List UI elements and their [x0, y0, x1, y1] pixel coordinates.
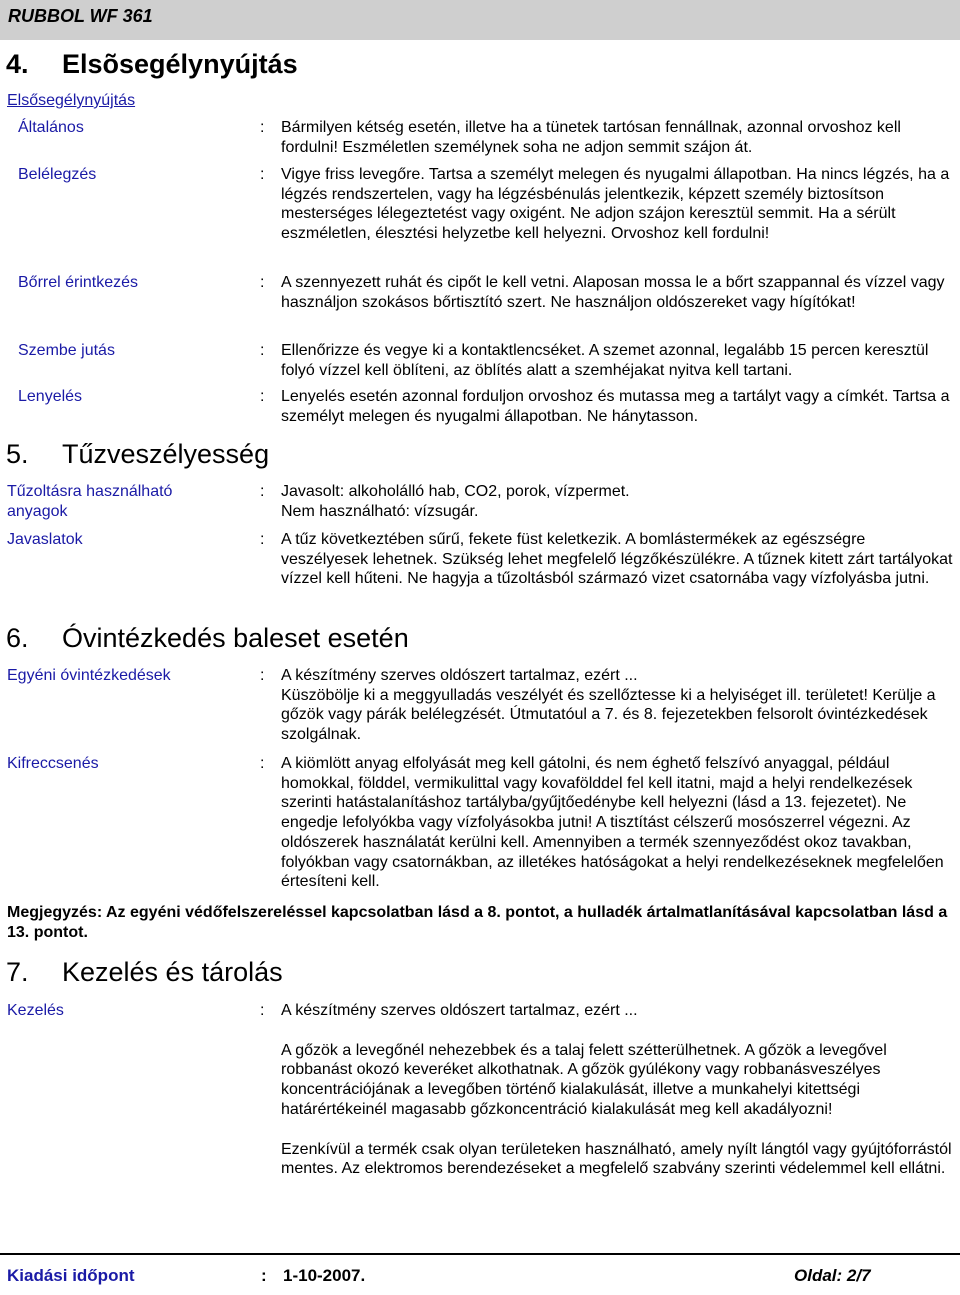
field-value [281, 1001, 953, 1179]
field-value [281, 482, 953, 521]
issue-date-value: 1-10-2007. [283, 1266, 366, 1285]
field-label: Kezelés [7, 1002, 64, 1019]
colon: : [260, 755, 265, 772]
footer-divider [0, 1253, 960, 1255]
value-paragraph: A készítmény szerves oldószert tartalmaz, ezért ... [281, 1002, 638, 1019]
colon: : [260, 531, 265, 548]
section-title: Elsõsegélynyújtás [62, 49, 298, 79]
first-aid-subheading[interactable]: Elsősegélynyújtás [7, 92, 136, 109]
field-value: Ellenőrizze és vegye ki a kontaktlencséket. A szemet azonnal, legalább 15 percen keresztül folyó vízzel kell öblíteni, az öblítés alatt a szemhéjakat nyitva kell tartani. [281, 342, 929, 379]
field-label: Egyéni óvintézkedések [7, 667, 171, 684]
colon: : [260, 667, 265, 684]
colon: : [260, 119, 265, 136]
field-value: Vigye friss levegőre. Tartsa a személyt melegen és nyugalmi állapotban. Ha nincs légzés, ha a légzés rendszertelen, vagy ha légzésbénulás jelentkezik, képzett személy biztosítson mesterséges lélegeztetést vagy oxigént. Ne adjon szájon keresztül semmit. Ha a sérült eszméletlen, élesztési helyzetbe kell helyezni. Orvoshoz kell fordulni! [281, 166, 950, 243]
field-label: Javaslatok [7, 531, 83, 548]
colon: : [260, 274, 265, 291]
colon: : [261, 1266, 267, 1285]
colon: : [260, 1002, 265, 1019]
section-6-note: Megjegyzés: Az egyéni védőfelszereléssel kapcsolatban lásd a 8. pontot, a hulladék ártalmatlanításával kapcsolatban lásd a 13. pontot. [7, 904, 948, 941]
colon: : [260, 388, 265, 405]
field-value: A kiömlött anyag elfolyását meg kell gátolni, és nem éghető felszívó anyaggal, például homokkal, földdel, vermikulittal vagy kovafölddel fel kell itatni, majd a helyi rendelkezések szerinti hatástalanításhoz tartályba/gyűjtőedénybe kell helyezni (lásd a 13. fejezetet). Ne engedje lefolyókba vagy vízfolyásokba jutni! A tisztítást célszerű mosószerrel végezni. Az oldószerek használatát kerülni kell. Amennyiben a termék szennyeződést okoz tavakban, folyókban vagy csatornákban, az illetékes hatóságokat a helyi rendelkezéseknek megfelelően értesíteni kell. [281, 755, 944, 891]
section-4-heading [6, 44, 298, 84]
field-label: Belélegzés [18, 166, 97, 183]
section-title: Tűzveszélyesség [62, 439, 270, 469]
section-7-heading [6, 952, 283, 992]
value-paragraph: Ezenkívül a termék csak olyan területeken használható, amely nyílt lángtól vagy gyújtóforrástól mentes. Az elektromos berendezéseket a megfelelő szabvány szerinti védelemmel kell ellátni. [281, 1140, 952, 1178]
field-value: Lenyelés esetén azonnal forduljon orvoshoz és mutassa meg a tartályt vagy a címkét. Tartsa a személyt melegen és nyugalmi állapotban. Ne hánytasson. [281, 388, 950, 425]
issue-date-label: Kiadási időpont [7, 1266, 135, 1285]
field-value [281, 666, 953, 745]
field-label: Lenyelés [18, 388, 83, 405]
section-5-heading [6, 434, 269, 474]
colon: : [260, 483, 265, 500]
field-label: Tűzoltásra használható anyagok [7, 483, 173, 520]
field-label: Általános [18, 119, 84, 136]
field-label: Bőrrel érintkezés [18, 274, 139, 291]
section-number: 7. [6, 957, 29, 987]
field-value: A tűz következtében sűrű, fekete füst keletkezik. A bomlástermékek az egészségre veszélyesek lehetnek. Szükség lehet megfelelő légzőkészülékre. A tűznek kitett zárt tartályokat vízzel kell hűteni. Ne hagyja a tűzoltásból származó vizet csatornába vagy vízfolyásba jutni. [281, 531, 953, 588]
section-6-heading [6, 618, 409, 658]
section-title: Óvintézkedés baleset esetén [62, 623, 409, 653]
page-number: Oldal: 2/7 [794, 1266, 871, 1285]
field-value: A szennyezett ruhát és cipőt le kell vetni. Alaposan mossa le a bőrt szappannal és vízzel vagy használjon szokásos bőrtisztító szert. Ne használjon oldószereket vagy hígítókat! [281, 274, 945, 311]
product-name: RUBBOL WF 361 [8, 6, 153, 26]
value-line: A készítmény szerves oldószert tartalmaz, ezért ... [281, 667, 638, 684]
section-number: 6. [6, 623, 29, 653]
value-line: Küszöbölje ki a meggyulladás veszélyét és szellőztesse ki a helyiséget ill. területet! Kerülje a gőzök vagy párák belélegzését. Útmutatóul a 7. és 8. fejezetekben felsorolt óvintézkedések szolgálnak. [281, 686, 936, 744]
value-line: Nem használható: vízsugár. [281, 502, 479, 520]
field-value: Bármilyen kétség esetén, illetve ha a tünetek tartósan fennállnak, azonnal orvoshoz kell fordulni! Eszméletlen személynek soha ne adjon semmit szájon át. [281, 119, 901, 156]
field-label: Szembe jutás [18, 342, 115, 359]
section-number: 4. [6, 49, 29, 79]
section-number: 5. [6, 439, 29, 469]
colon: : [260, 166, 265, 183]
section-title: Kezelés és tárolás [62, 957, 283, 987]
value-line: Javasolt: alkoholálló hab, CO2, porok, vízpermet. [281, 483, 630, 500]
colon: : [260, 342, 265, 359]
value-paragraph: A gőzök a levegőnél nehezebbek és a talaj felett szétterülhetnek. A gőzök a levegővel robbanást okozó keveréket alkothatnak. A gőzök gyúlékony vagy robbanásveszélyes koncentrációjának a levegőben történő kialakulását, illetve a munkahelyi kitettségi határértékeinél magasabb gőzkoncentráció kialakulását meg kell akadályozni! [281, 1041, 887, 1118]
field-label: Kifreccsenés [7, 755, 99, 772]
